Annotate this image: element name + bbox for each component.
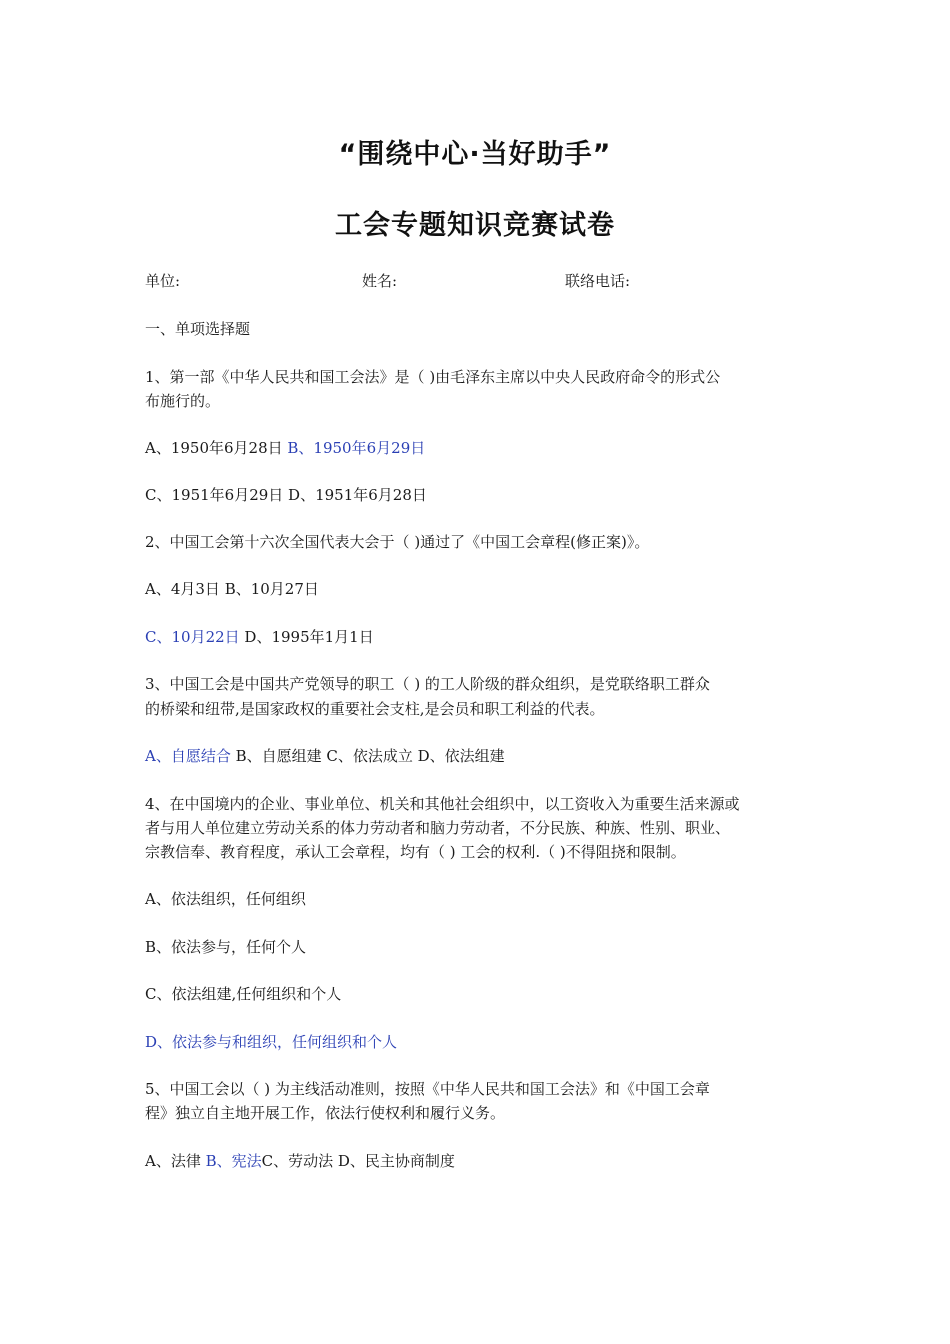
name-label: 姓名: [362,272,398,290]
question-2-option-c-answer: C、10月22日 [145,628,240,646]
question-5-option-b-answer: B、宪法 [205,1152,262,1170]
phone-label: 联络电话: [565,272,631,290]
question-5-options [145,1149,455,1173]
question-1-options-ab [145,436,425,460]
section-heading: 一、单项选择题 [145,320,251,338]
question-1-text-line-2: 布施行的。 [145,392,221,410]
question-3-text-line-2: 的桥梁和纽带,是国家政权的重要社会支柱,是会员和职工利益的代表。 [145,700,605,718]
question-3-options-bcd: B、自愿组建 C、依法成立 D、依法组建 [230,747,505,765]
title-line-2: 工会专题知识竞赛试卷 [335,210,615,241]
question-5-option-a: A、法律 [145,1152,206,1170]
question-3-option-a-answer: A、自愿结合 [145,747,231,765]
question-4-option-c: C、依法组建,任何组织和个人 [145,985,342,1003]
question-5-text-line-1: 5、中国工会以（ ) 为主线活动准则，按照《中华人民共和国工会法》和《中国工会章 [145,1080,710,1098]
question-4-option-d-answer: D、依法参与和组织，任何组织和个人 [145,1033,398,1051]
question-4-text-line-2: 者与用人单位建立劳动关系的体力劳动者和脑力劳动者，不分民族、种族、性别、职业、 [145,819,731,837]
question-4-text-line-3: 宗教信奉、教育程度，承认工会章程，均有（ ) 工会的权利.（ )不得阻挠和限制。 [145,843,686,861]
question-4-text-line-1: 4、在中国境内的企业、事业单位、机关和其他社会组织中，以工资收入为重要生活来源或 [145,795,740,813]
question-5-text-line-2: 程》独立自主地开展工作，依法行使权利和履行义务。 [145,1104,506,1122]
question-5-options-cd: C、劳动法 D、民主协商制度 [261,1152,455,1170]
question-1-option-a: A、1950年6月28日 [145,439,288,457]
question-2-text: 2、中国工会第十六次全国代表大会于（ )通过了《中国工会章程(修正案)》。 [145,533,650,551]
question-1-text-line-1: 1、第一部《中华人民共和国工会法》是（ )由毛泽东主席以中央人民政府命令的形式公 [145,368,721,386]
question-4-option-a: A、依法组织，任何组织 [145,890,306,908]
question-3-text-line-1: 3、中国工会是中国共产党领导的职工（ ) 的工人阶级的群众组织，是党联络职工群众 [145,675,710,693]
question-2-options-cd [145,625,374,649]
title-line-1: “围绕中心·当好助手” [338,139,612,170]
question-1-option-b-answer: B、1950年6月29日 [287,439,426,457]
unit-label: 单位: [145,272,181,290]
question-2-option-d: D、1995年1月1日 [239,628,374,646]
question-1-options-cd: C、1951年6月29日 D、1951年6月28日 [145,486,427,504]
question-4-option-b: B、依法参与，任何个人 [145,938,307,956]
question-2-options-ab: A、4月3日 B、10月27日 [145,580,319,598]
question-3-options [145,744,505,768]
